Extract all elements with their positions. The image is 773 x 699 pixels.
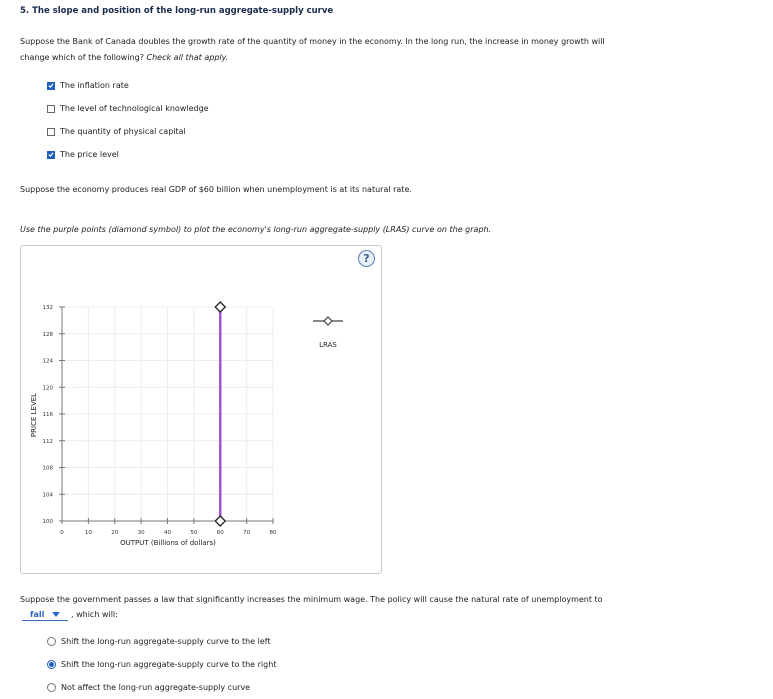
radio-row-no-effect[interactable] [47, 683, 250, 692]
chart-axes [43, 305, 277, 536]
lras-point-diamond[interactable] [215, 516, 225, 526]
dropdown-value: fall [30, 609, 45, 619]
chart-grid [62, 307, 273, 521]
radio-label: Shift the long-run aggregate-supply curve to the left [61, 637, 271, 646]
y-tick-label: 128 [42, 331, 53, 338]
x-tick-label: 60 [216, 530, 224, 536]
x-tick-label: 40 [164, 530, 171, 536]
y-tick-label: 132 [42, 305, 53, 311]
x-tick-label: 30 [137, 530, 145, 536]
x-tick-label: 70 [243, 530, 251, 536]
intro-line-1: Suppose the Bank of Canada doubles the growth rate of the quantity of money in the economy. In the long run, the increase in money growth will [20, 37, 605, 46]
natural-rate-dropdown[interactable] [22, 608, 68, 621]
checkbox-label: The level of technological knowledge [60, 104, 209, 113]
x-tick-label: 0 [60, 530, 64, 536]
y-axis-label: PRICE LEVEL [30, 392, 38, 438]
intro-line-2: change which of the following? [20, 53, 147, 62]
min-wage-question: Suppose the government passes a law that significantly increases the minimum wage. The policy will cause the natural rate of unemployment to [20, 595, 603, 604]
y-tick-label: 116 [42, 412, 53, 418]
y-tick-label: 108 [42, 465, 53, 472]
radio-row-shift-right[interactable] [47, 660, 276, 669]
gdp-statement: Suppose the economy produces real GDP of $60 billion when unemployment is at its natural rate. [20, 185, 412, 194]
help-icon[interactable]: ? [358, 250, 375, 267]
chart-legend[interactable] [313, 317, 343, 349]
dropdown-trailing-text: , which will: [71, 610, 118, 619]
x-tick-label: 50 [190, 530, 198, 536]
graph-instruction: Use the purple points (diamond symbol) to plot the economy's long-run aggregate-supply (LRAS) curve on the graph. [20, 225, 492, 234]
x-tick-label: 20 [111, 530, 119, 536]
y-tick-label: 100 [42, 519, 53, 525]
intro-instruction: Check all that apply. [146, 53, 229, 62]
radio-label: Shift the long-run aggregate-supply curve to the right [61, 660, 277, 669]
radio-no-effect[interactable] [47, 683, 56, 692]
y-tick-label: 120 [42, 385, 53, 392]
lras-point-diamond[interactable] [215, 302, 225, 312]
chevron-down-icon [52, 612, 60, 617]
y-tick-label: 112 [42, 438, 53, 445]
radio-row-shift-left[interactable] [47, 637, 271, 646]
question-title: 5. The slope and position of the long-run aggregate-supply curve [20, 6, 334, 16]
checkbox-label: The price level [60, 150, 119, 159]
x-axis-label: OUTPUT (Billions of dollars) [120, 539, 216, 547]
x-tick-label: 80 [269, 530, 277, 536]
legend-diamond-marker[interactable] [324, 317, 332, 325]
checkbox-label: The quantity of physical capital [60, 127, 186, 136]
legend-label: LRAS [319, 341, 337, 349]
y-tick-label: 104 [42, 492, 53, 499]
radio-shift-left[interactable] [47, 637, 56, 646]
checkbox-label: The inflation rate [60, 81, 129, 90]
radio-label: Not affect the long-run aggregate-supply curve [61, 683, 251, 692]
x-tick-label: 10 [84, 530, 92, 536]
y-tick-label: 124 [42, 358, 53, 365]
radio-shift-right[interactable] [47, 660, 56, 669]
